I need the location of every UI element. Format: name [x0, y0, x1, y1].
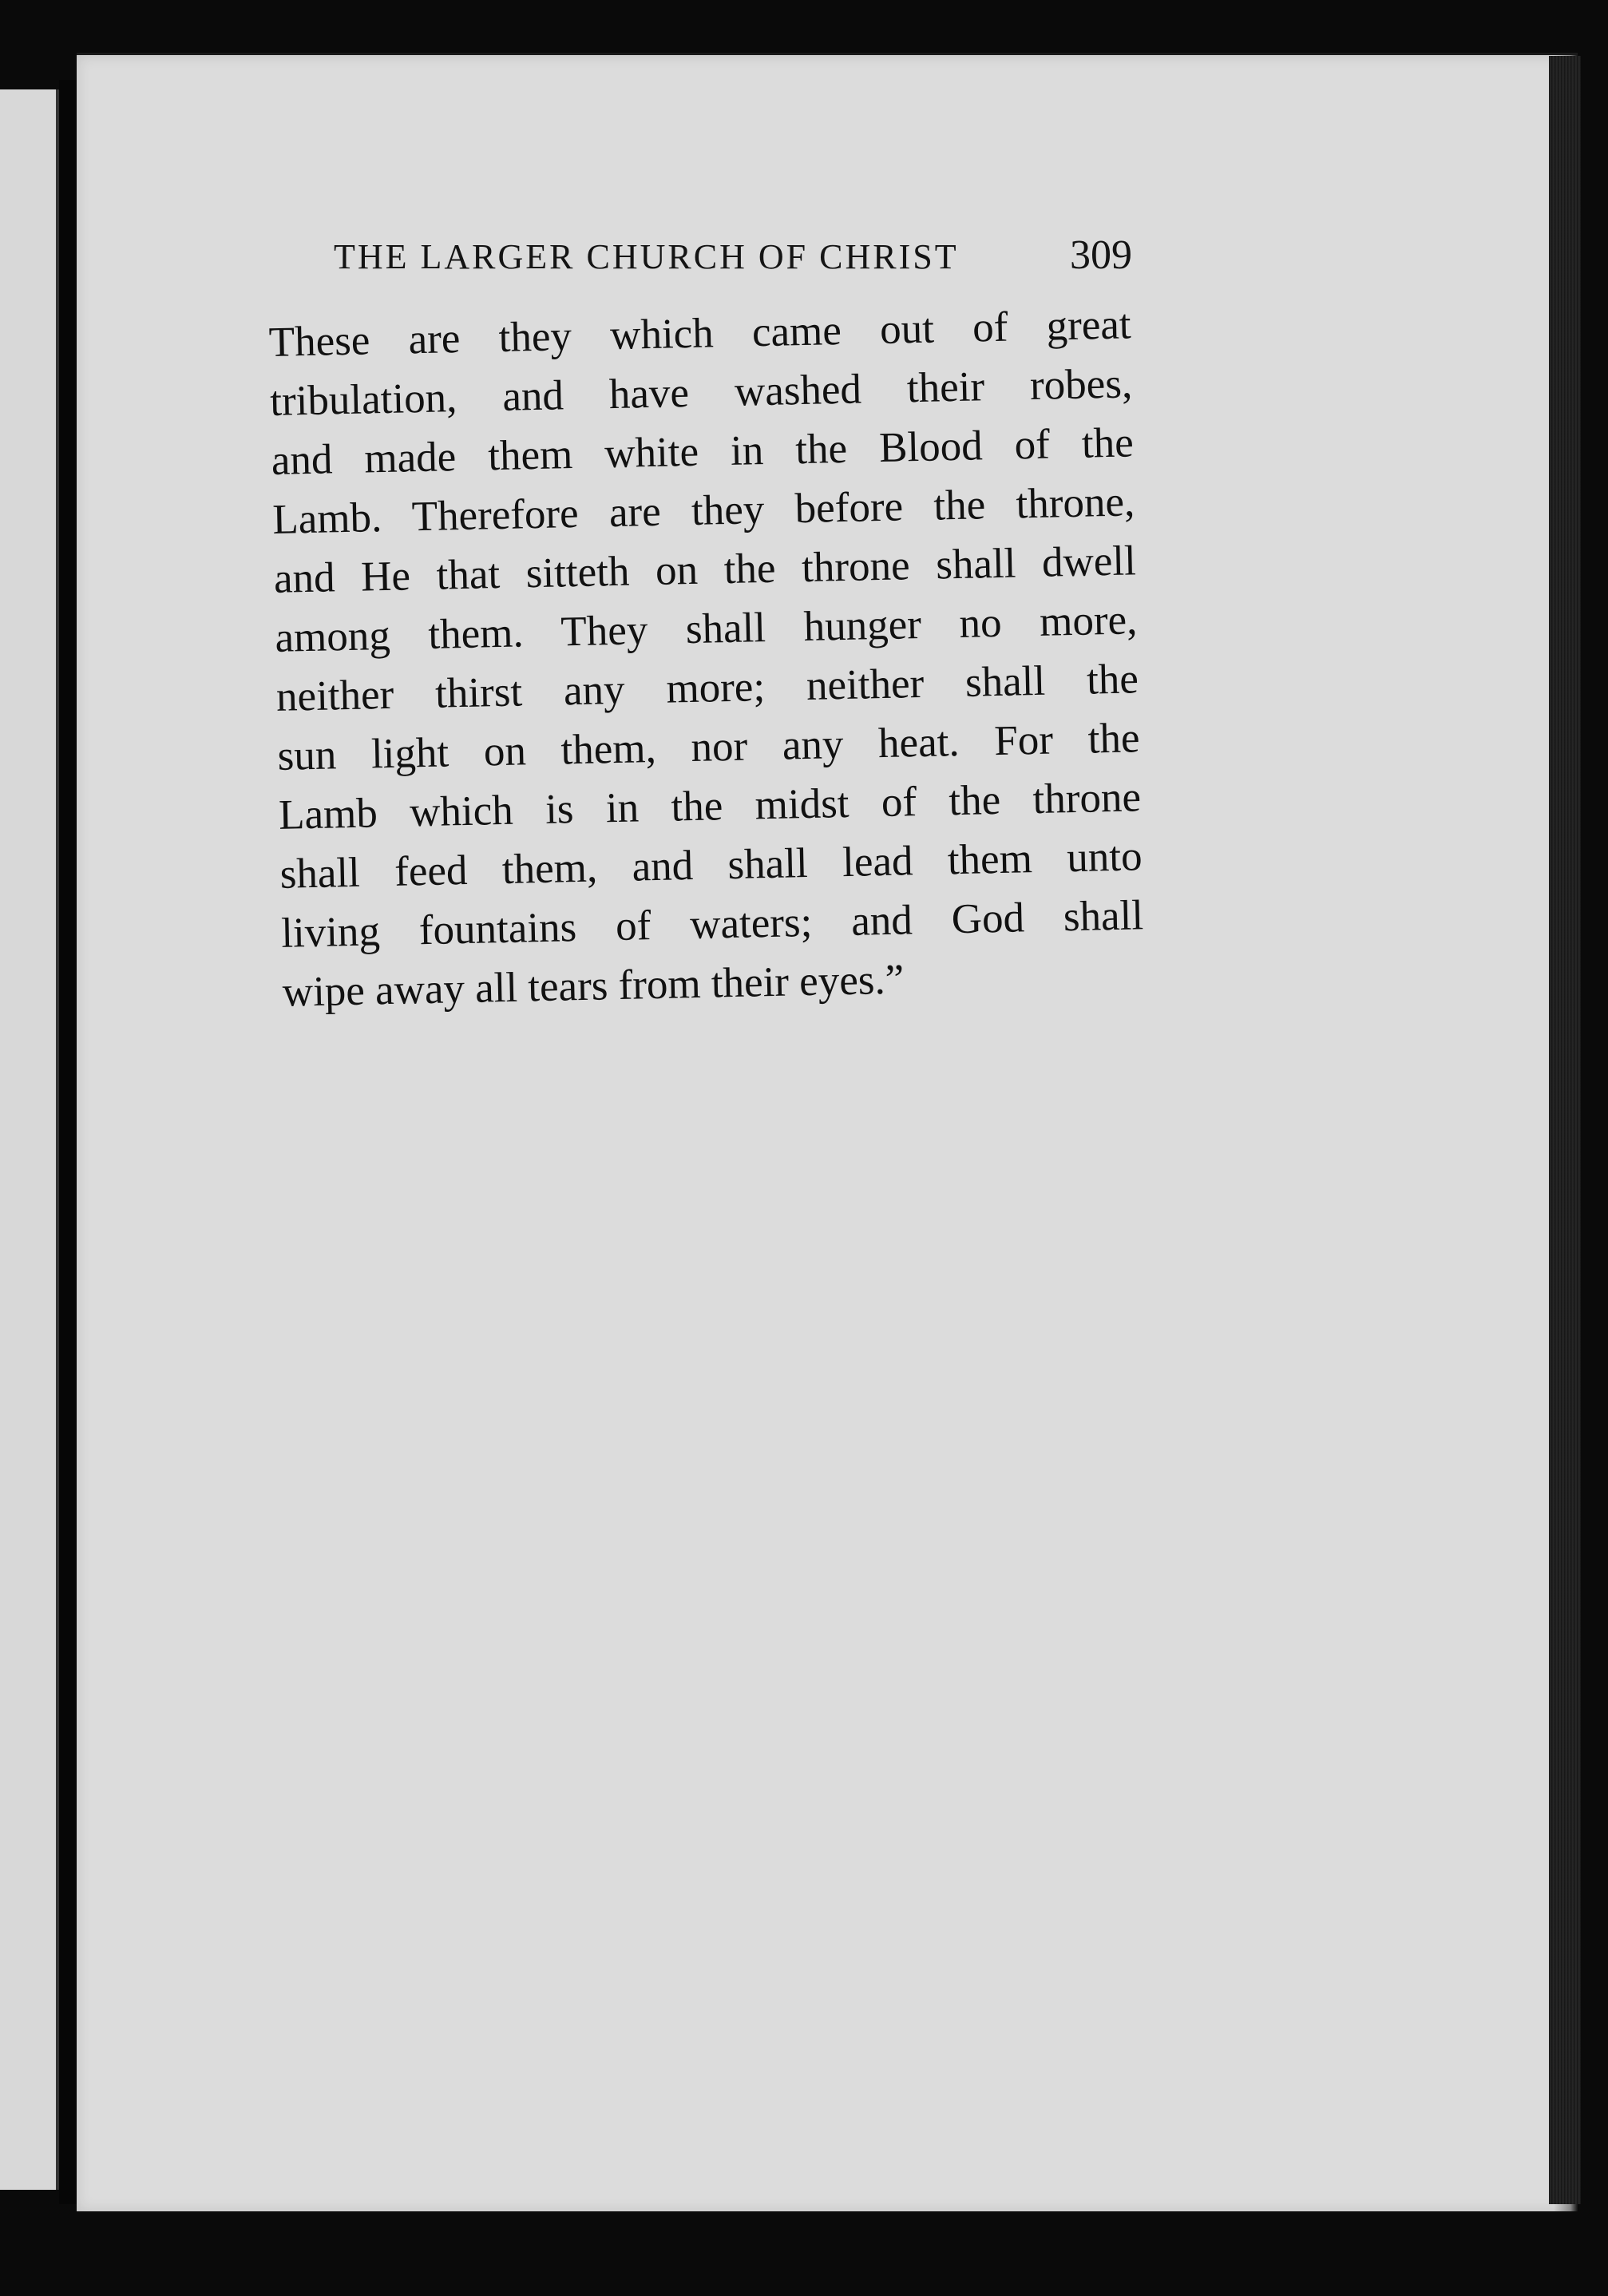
- running-head-title: THE LARGER CHURCH OF CHRIST: [334, 237, 959, 276]
- text-line: sun light on them, nor any heat. For the: [277, 715, 1140, 779]
- text-line: and made them white in the Blood of the: [271, 419, 1135, 484]
- book-gutter: [59, 80, 77, 2204]
- page-fore-edge: [1549, 56, 1581, 2204]
- text-line: Lamb. Therefore are they before the throne,: [271, 478, 1135, 543]
- page-number: 309: [1070, 232, 1132, 278]
- text-line: shall feed them, and shall lead them unto: [279, 833, 1143, 898]
- text-line: wipe away all tears from their eyes.”: [282, 956, 905, 1016]
- text-line: among them. They shall hunger no more,: [274, 597, 1138, 661]
- facing-page-edge: [0, 89, 59, 2190]
- body-text: [268, 295, 1145, 1021]
- text-line: tribulation, and have washed their robes,: [269, 360, 1133, 425]
- running-head: [334, 232, 1132, 287]
- text-line: and He that sitteth on the throne shall dwell: [273, 537, 1137, 602]
- text-line: Lamb which is in the midst of the throne: [278, 774, 1142, 839]
- text-line: neither thirst any more; neither shall the: [275, 656, 1139, 720]
- text-line: living fountains of waters; and God shall: [280, 892, 1144, 957]
- text-line: These are they which came out of great: [268, 301, 1132, 366]
